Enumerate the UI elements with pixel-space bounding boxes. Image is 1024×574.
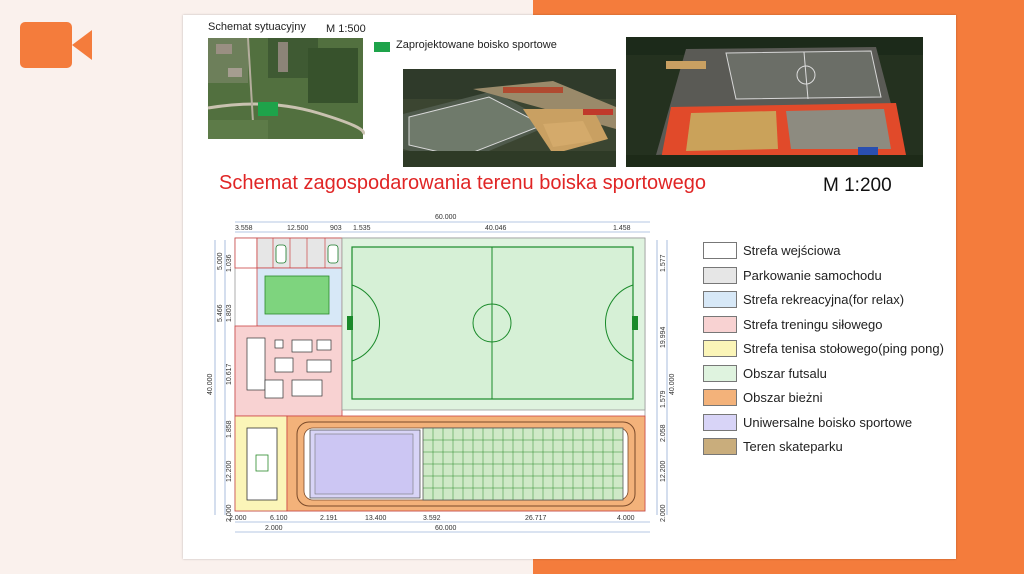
legend-label: Teren skateparku — [743, 439, 843, 454]
legend-item-parking — [703, 265, 963, 290]
legend-swatch — [703, 267, 737, 284]
legend-swatch — [703, 291, 737, 308]
legend-item-ping-pong — [703, 338, 963, 363]
legend-label: Uniwersalne boisko sportowe — [743, 414, 913, 430]
legend-label: Strefa rekreacyjna(for relax) — [743, 292, 905, 307]
dim-right-2: 19.994 — [660, 326, 667, 348]
slide-content — [183, 15, 956, 559]
legend-label: Parkowanie samochodu — [743, 267, 882, 283]
dim-top-5: 40.046 — [485, 225, 507, 232]
dim-top-3: 903 — [330, 225, 342, 232]
dim-left-1: 5.000 — [217, 252, 224, 270]
dim-total-width-bottom: 60.000 — [435, 525, 457, 532]
legend — [703, 240, 963, 461]
dim-top-4: 1.535 — [353, 225, 371, 232]
legend-label: Obszar bieżni — [743, 390, 823, 405]
render-image-2 — [626, 37, 923, 167]
legend-item-futsal — [703, 363, 963, 388]
dim-right-4: 2.058 — [660, 424, 667, 442]
legend-swatch — [703, 242, 737, 259]
main-title: Schemat zagospodarowania terenu boiska sportowego — [219, 172, 706, 194]
dim-right-5: 12.200 — [660, 460, 667, 482]
dim-left-5: 10.617 — [226, 363, 233, 385]
legend-item-skatepark — [703, 436, 963, 461]
dim-left-4: 1.803 — [226, 304, 233, 322]
video-camera-icon — [20, 22, 92, 68]
dim-top-1: 3.558 — [235, 225, 253, 232]
legend-swatch — [703, 414, 737, 431]
dim-total-height-right: 40.000 — [669, 373, 676, 395]
dim-right-3: 1.579 — [660, 390, 667, 408]
dim-left-2: 1.036 — [226, 254, 233, 272]
dim-left-8: 2.000 — [226, 504, 233, 522]
site-development-plan — [195, 210, 675, 540]
dim-top-2: 12.500 — [287, 225, 309, 232]
render-image-1 — [403, 69, 616, 167]
dim-bottom-7: 4.000 — [617, 515, 635, 522]
legend-item-entry — [703, 240, 963, 265]
dim-left-6: 1.858 — [226, 420, 233, 438]
dim-bottom-6: 26.717 — [525, 515, 547, 522]
legend-label: Strefa treningu siłowego — [743, 316, 883, 332]
dim-right-6: 2.000 — [660, 504, 667, 522]
dim-bottom-2: 6.100 — [270, 515, 288, 522]
legend-label: Strefa tenisa stołowego(ping pong) — [743, 341, 944, 356]
legend-swatch — [703, 340, 737, 357]
dim-left-3: 5.466 — [217, 304, 224, 322]
legend-item-strength-training — [703, 314, 963, 339]
site-plan-scale: M 1:500 — [326, 23, 366, 35]
top-accent-strip — [533, 0, 1024, 14]
aerial-map-image — [208, 38, 363, 139]
legend-label: Strefa wejściowa — [743, 243, 841, 258]
legend-swatch — [703, 365, 737, 382]
dim-total-height-left: 40.000 — [207, 373, 214, 395]
legend-item-running-track — [703, 387, 963, 412]
dim-total-width-top: 60.000 — [435, 214, 457, 221]
dim-left-7: 12.200 — [226, 460, 233, 482]
legend-swatch — [703, 438, 737, 455]
main-scale: M 1:200 — [823, 175, 892, 196]
dim-bottom-1: 2.000 — [229, 515, 247, 522]
legend-swatch — [703, 389, 737, 406]
legend-swatch — [703, 316, 737, 333]
dim-bottom-3: 2.191 — [320, 515, 338, 522]
dim-bottom-5: 3.592 — [423, 515, 441, 522]
site-plan-title: Schemat sytuacyjny — [208, 21, 306, 33]
dim-right-1: 1.577 — [660, 254, 667, 272]
dim-bottom-sub: 2.000 — [265, 525, 283, 532]
designed-field-swatch — [374, 42, 390, 52]
legend-item-recreation — [703, 289, 963, 314]
designed-field-label: Zaprojektowane boisko sportowe — [396, 39, 557, 51]
dim-top-6: 1.458 — [613, 225, 631, 232]
legend-item-universal-field — [703, 412, 963, 437]
legend-label: Obszar futsalu — [743, 365, 827, 381]
dim-bottom-4: 13.400 — [365, 515, 387, 522]
